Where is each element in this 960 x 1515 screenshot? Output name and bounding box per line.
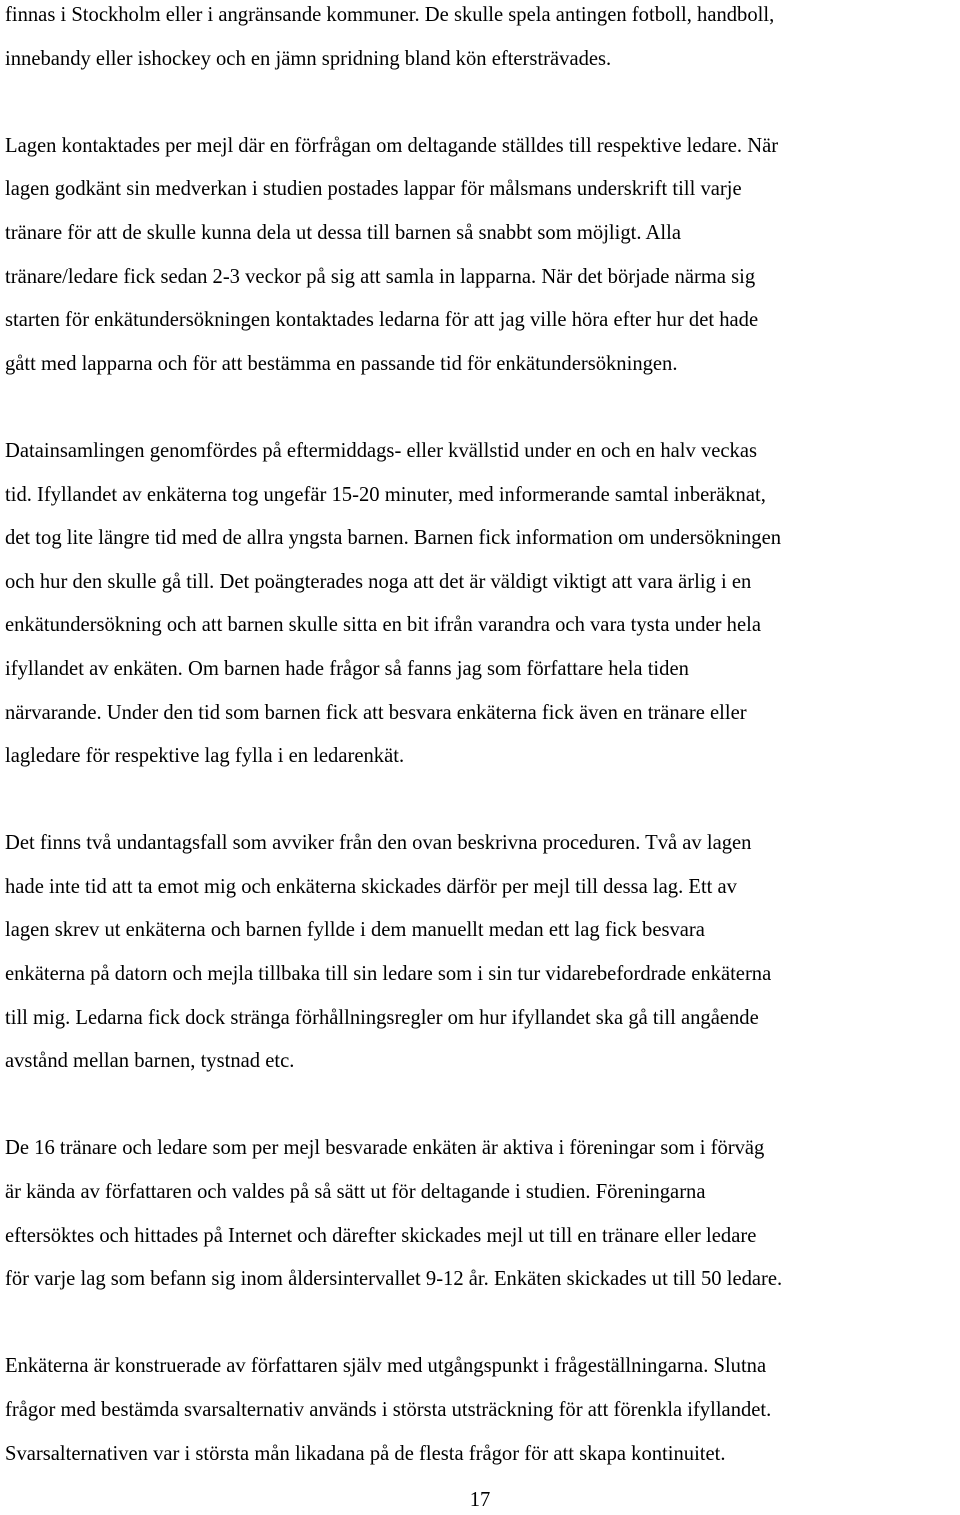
text-line: Enkäterna är konstruerade av författaren själv med utgångspunkt i frågeställningarna. Slutna (5, 1355, 767, 1378)
text-line: Svarsalternativen var i största mån likadana på de flesta frågor för att skapa kontinuitet. (5, 1442, 726, 1465)
body-text (5, 0, 958, 1476)
paragraph-gap (5, 1084, 958, 1128)
paragraph-gap (5, 81, 958, 125)
text-line: lagledare för respektive lag fylla i en ledarenkät. (5, 745, 405, 768)
paragraph (5, 0, 958, 81)
text-line: tränare/ledare fick sedan 2-3 veckor på sig att samla in lapparna. När det började närma sig (5, 265, 756, 288)
text-line: avstånd mellan barnen, tystnad etc. (5, 1050, 295, 1073)
text-line: det tog lite längre tid med de allra yngsta barnen. Barnen fick information om undersökningen (5, 527, 782, 550)
text-line: är kända av författaren och valdes på så sätt ut för deltagande i studien. Föreningarna (5, 1181, 706, 1204)
text-line: starten för enkätundersökningen kontaktades ledarna för att jag ville höra efter hur det hade (5, 309, 759, 332)
text-line: Datainsamlingen genomfördes på eftermiddags- eller kvällstid under en och en halv veckas (5, 439, 757, 462)
page-number: 17 (469, 1489, 491, 1511)
paragraph-gap (5, 779, 958, 823)
text-line: lagen skrev ut enkäterna och barnen fyllde i dem manuellt medan ett lag fick besvara (5, 919, 705, 942)
text-line: enkätundersökning och att barnen skulle sitta en bit ifrån varandra och vara tysta under hela (5, 614, 761, 637)
text-line: närvarande. Under den tid som barnen fick att besvara enkäterna fick även en tränare eller (5, 701, 747, 724)
paragraph-gap (5, 1302, 958, 1346)
text-line: hade inte tid att ta emot mig och enkäterna skickades därför per mejl till dessa lag. Ett av (5, 875, 737, 898)
paragraph (5, 430, 958, 779)
text-line: till mig. Ledarna fick dock stränga förhållningsregler om hur ifyllandet ska gå till angående (5, 1006, 759, 1029)
text-line: eftersöktes och hittades på Internet och därefter skickades mejl ut till en tränare eller ledare (5, 1224, 757, 1247)
text-line: ifyllandet av enkäten. Om barnen hade frågor så fanns jag som författare hela tiden (5, 657, 689, 680)
paragraph (5, 822, 958, 1084)
text-line: och hur den skulle gå till. Det poängterades noga att det är väldigt viktigt att vara ärlig i en (5, 570, 752, 593)
paragraph (5, 1127, 958, 1301)
text-line: Det finns två undantagsfall som avviker från den ovan beskrivna proceduren. Två av lagen (5, 832, 752, 855)
text-line: enkäterna på datorn och mejla tillbaka till sin ledare som i sin tur vidarebefordrade enkäterna (5, 963, 772, 986)
paragraph-gap (5, 386, 958, 430)
text-line: finnas i Stockholm eller i angränsande kommuner. De skulle spela antingen fotboll, handboll, (5, 4, 775, 26)
text-line: innebandy eller ishockey och en jämn spridning bland kön eftersträvades. (5, 47, 612, 70)
text-line: frågor med bestämda svarsalternativ används i största utsträckning för att förenkla ifyllandet. (5, 1399, 772, 1421)
text-line: lagen godkänt sin medverkan i studien postades lappar för målsmans underskrift till varje (5, 178, 742, 201)
paragraph (5, 1345, 958, 1476)
text-line: för varje lag som befann sig inom åldersintervallet 9-12 år. Enkäten skickades ut till 50 ledare. (5, 1268, 783, 1291)
text-line: De 16 tränare och ledare som per mejl besvarade enkäten är aktiva i föreningar som i förväg (5, 1137, 765, 1160)
text-line: tränare för att de skulle kunna dela ut dessa till barnen så snabbt som möjligt. Alla (5, 221, 681, 244)
paragraph (5, 125, 958, 387)
text-line: tid. Ifyllandet av enkäterna tog ungefär 15-20 minuter, med informerande samtal inberäknat, (5, 483, 766, 506)
text-line: gått med lapparna och för att bestämma en passande tid för enkätundersökningen. (5, 352, 678, 375)
text-line: Lagen kontaktades per mejl där en förfrågan om deltagande ställdes till respektive ledare. När (5, 134, 779, 157)
